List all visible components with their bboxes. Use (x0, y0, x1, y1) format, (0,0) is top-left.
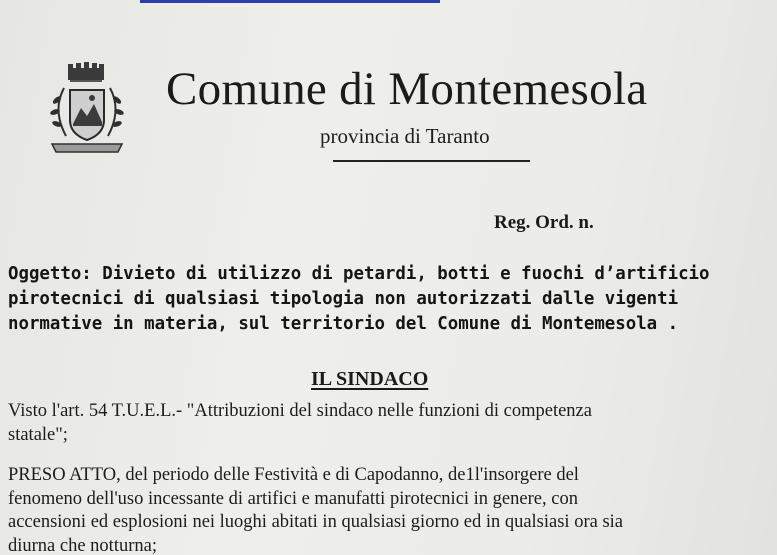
reg-ord-number: Reg. Ord. n. (494, 212, 594, 233)
subtitle-underline (333, 160, 530, 162)
paragraph-line: accensioni ed esplosioni nei luoghi abitati in qualsiasi giorno ed in qualsiasi ora sia (8, 512, 623, 532)
paragraph-line: fenomeno dell'uso incessante di artifici e manufatti pirotecnici in genere, con (8, 488, 578, 509)
coat-of-arms-icon (44, 60, 130, 160)
paragraph-line: statale"; (8, 424, 68, 445)
section-heading: IL SINDACO (311, 368, 429, 390)
top-color-band (140, 0, 440, 3)
municipality-title: Comune di Montemesola (166, 63, 648, 115)
subject-line: Oggetto: Divieto di utilizzo di petardi, botti e fuochi d’artificio (8, 264, 710, 284)
paragraph-preso-atto (8, 464, 770, 555)
subject-line: normative in materia, sul territorio del Comune di Montemesola . (8, 314, 679, 334)
subject-line: pirotecnici di qualsiasi tipologia non autorizzati dalle vigenti (8, 289, 679, 309)
paragraph-line: Visto l'art. 54 T.U.E.L.- "Attribuzioni del sindaco nelle funzioni di competenza (8, 401, 592, 421)
paragraph-line: diurna che notturna; (8, 535, 157, 555)
paragraph-visto (8, 400, 770, 447)
paragraph-line: PRESO ATTO, del periodo delle Festività e di Capodanno, de1l'insorgere del (8, 465, 579, 485)
subject-block (8, 262, 768, 337)
province-subtitle: provincia di Taranto (320, 124, 490, 148)
